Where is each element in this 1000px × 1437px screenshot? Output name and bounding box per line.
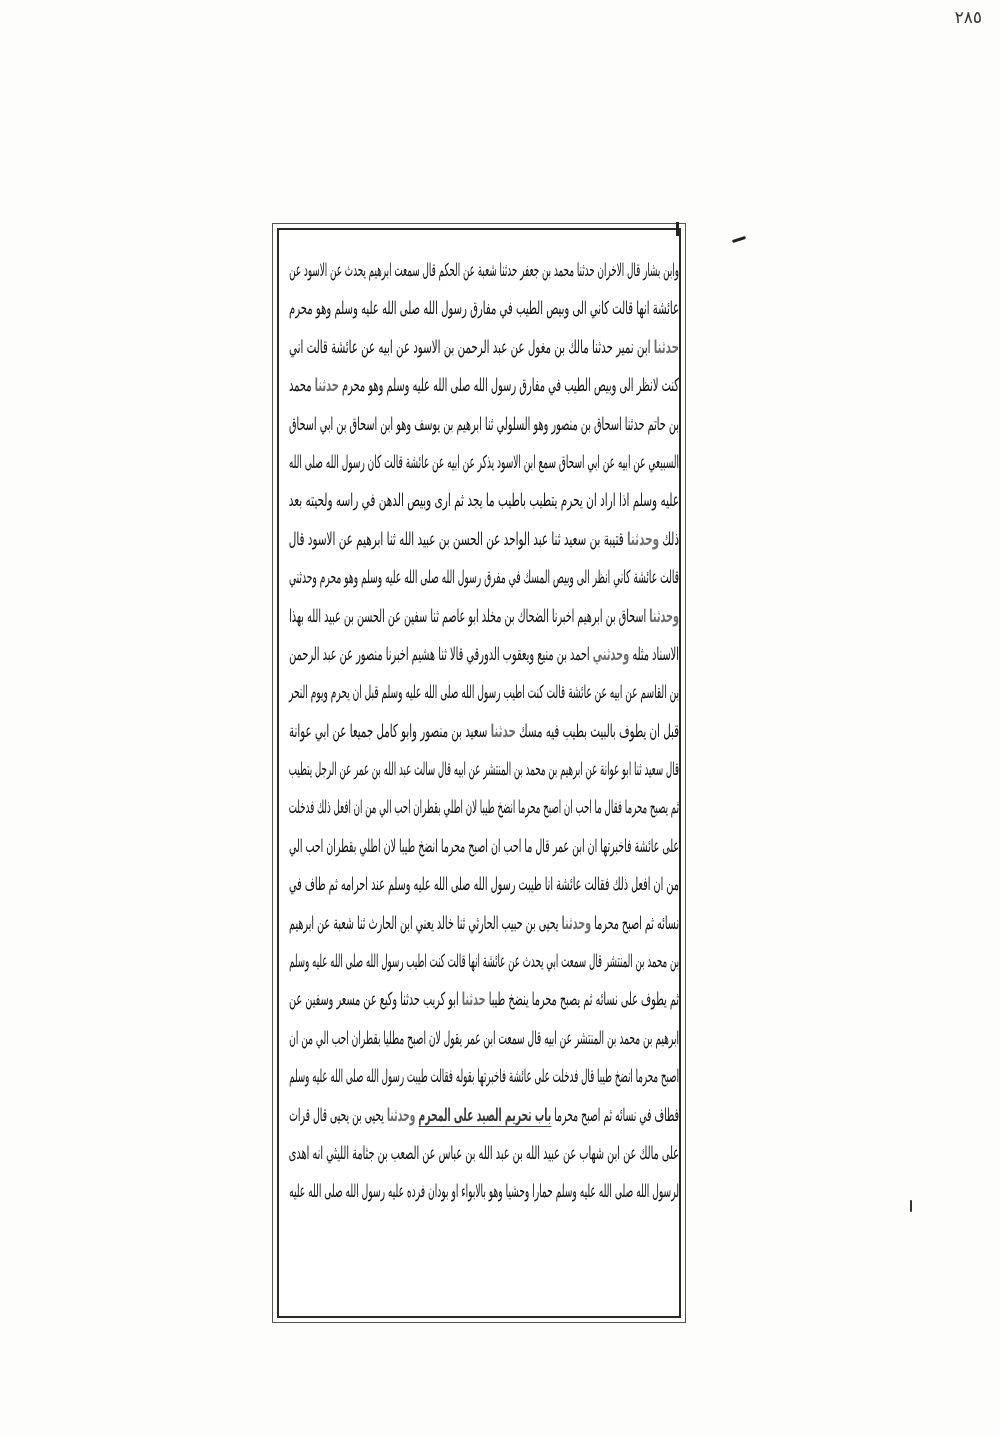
manuscript-text-block bbox=[289, 252, 679, 1212]
line-text: بن القاسم عن ابيه عن عائشة قالت كنت اطيب رسول الله صلى الله عليه وسلم قبل ان يحرم ويوم النحر bbox=[288, 682, 679, 704]
line-text: اصبح محرما انضخ طيبا قال فدخلت على عائشة فاخبرتها بقوله فقالت طيبت رسول الله صلى الله عليه وسلم bbox=[289, 1066, 679, 1088]
line-text: قال سعيد ثنا ابو عوانة عن ابرهيم بن محمد بن المنتشر عن ابيه قال سالت عبد الله بن عمر عن الرجل يتطيب bbox=[288, 759, 679, 781]
manuscript-line bbox=[289, 981, 679, 1019]
chapter-heading: باب تحريم الصيد على المحرم bbox=[418, 1104, 552, 1126]
rubric-word: حدثنا bbox=[461, 989, 486, 1011]
rubric-word: وحدثنا bbox=[649, 605, 679, 627]
page-number: ٢٨٥ bbox=[954, 8, 982, 28]
manuscript-line bbox=[288, 674, 679, 712]
line-text: فطاف في نسائه ثم اصبح محرما bbox=[551, 1104, 679, 1126]
rubric-word: وحدثني bbox=[592, 643, 630, 665]
line-text: عليه وسلم اذا اراد ان يحرم يتطيب باطيب ما يجد ثم ارى وبيص الدهن في راسه ولحيته بعد bbox=[288, 490, 679, 512]
line-text: الاسناد مثله bbox=[629, 643, 679, 665]
rubric-word: حدثنا bbox=[314, 375, 339, 397]
line-text: ذلك bbox=[659, 528, 679, 550]
rubric-word: وحدثنا bbox=[386, 1104, 416, 1126]
manuscript-line bbox=[288, 444, 679, 482]
line-text: ثم يطوف على نسائه ثم يصبح محرما ينضخ طيبا bbox=[485, 989, 679, 1011]
line-text: ابو كريب حدثنا وكيع عن مسعر وسفين عن bbox=[289, 989, 462, 1011]
line-text: لرسول الله صلى الله عليه وسلم حمارا وحشيا وهو بالابواء او بودان فرده عليه رسول الله صلى الله عليه bbox=[289, 1181, 679, 1203]
frame-corner-mark bbox=[676, 222, 679, 236]
line-text: ثم يصبح محرما فقال ما احب ان اصبح محرما انضخ طيبا لان اطلي بقطران احب الي من ان افعل ذلك فدخلت bbox=[288, 797, 679, 819]
line-text: من ان افعل ذلك فقالت عائشة انا طيبت رسول الله صلى الله عليه وسلم عند احرامه ثم طاف في bbox=[289, 874, 679, 896]
line-text: كنت لانظر الى وبيص الطيب في مفارق رسول الله صلى الله عليه وسلم وهو محرم bbox=[338, 375, 679, 397]
manuscript-line bbox=[289, 905, 679, 943]
manuscript-line bbox=[289, 598, 679, 636]
manuscript-line bbox=[288, 521, 679, 559]
manuscript-line bbox=[289, 1020, 679, 1058]
manuscript-line bbox=[288, 367, 679, 405]
manuscript-line bbox=[289, 1097, 679, 1135]
rubric-word: وحدثنا bbox=[561, 912, 592, 934]
line-text: سعيد بن منصور وابو كامل جميعا عن ابي عوانة bbox=[288, 720, 491, 742]
line-text: قبل ان يطوف بالبيت بطيب فيه مسك bbox=[515, 720, 679, 742]
rubric-word: حدثنا bbox=[653, 336, 679, 358]
line-text: قتيبة بن سعيد ثنا عبد الواحد عن الحسن بن عبيد الله ثنا ابرهيم عن الاسود قال bbox=[288, 528, 628, 550]
rubric-word: حدثنا bbox=[490, 720, 516, 742]
manuscript-line bbox=[289, 1173, 679, 1211]
line-text: يحيى بن حبيب الحارثي ثنا خالد يعني ابن الحارث ثنا شعبة عن ابرهيم bbox=[289, 912, 562, 934]
manuscript-line bbox=[288, 713, 679, 751]
line-text: عائشة انها قالت كاني الى وبيص الطيب في مفارق رسول الله صلى الله عليه وسلم وهو محرم bbox=[289, 298, 679, 320]
line-text: بن حاتم حدثنا اسحاق بن منصور وهو السلولي ثنا ابرهيم بن يوسف وهو ابن اسحاق بن ابي اسحاق bbox=[288, 413, 679, 435]
manuscript-line bbox=[289, 866, 679, 904]
line-text: ابرهيم بن محمد بن المنتشر عن ابيه قال سمعت ابن عمر يقول لان اصبح مطليا بقطران احب الي من ان bbox=[289, 1027, 679, 1049]
manuscript-line bbox=[289, 559, 679, 597]
line-text: ابن نمير حدثنا مالك بن مغول عن عبد الرحمن بن الاسود عن ابيه عن عائشة قالت اني bbox=[289, 336, 654, 358]
line-text: اسحاق بن ابرهيم اخبرنا الضحاك بن مخلد ابو عاصم ثنا سفين عن الحسن بن عبيد الله بهذا bbox=[289, 605, 650, 627]
manuscript-line bbox=[289, 636, 679, 674]
manuscript-line bbox=[288, 789, 679, 827]
line-text: احمد بن منيع ويعقوب الدورقي قالا ثنا هشيم اخبرنا منصور عن عبد الرحمن bbox=[289, 643, 593, 665]
line-text: على عائشة فاخبرتها ان ابن عمر قال ما احب ان اصبح محرما انضخ طيبا لان اطلي بقطران احب الي bbox=[289, 835, 679, 857]
manuscript-line bbox=[288, 406, 679, 444]
line-text: السبيعي عن ابيه عن ابي اسحاق سمع ابن الاسود يذكر عن ابيه عن عائشة قالت كان رسول الله صلى الله bbox=[288, 451, 679, 473]
rubric-word: وحدثنا bbox=[627, 528, 660, 550]
line-text: على مالك عن ابن شهاب عن عبيد الله بن عبد الله بن عباس عن الصعب بن جثامة الليثي انه اهدى bbox=[288, 1142, 679, 1164]
manuscript-line bbox=[288, 751, 679, 789]
manuscript-line bbox=[289, 828, 679, 866]
ink-mark bbox=[910, 1200, 912, 1212]
line-text: محمد bbox=[288, 375, 315, 397]
line-text: نسائه ثم اصبح محرما bbox=[591, 912, 679, 934]
line-text: قالت عائشة كاني انظر الى وبيص المسك في مفرق رسول الله صلى الله عليه وسلم وهو محرم وحدثني bbox=[289, 567, 679, 589]
manuscript-line bbox=[288, 1135, 679, 1173]
line-text: بن محمد بن المنتشر قال سمعت ابي يحدث عن عائشة انها قالت كنت اطيب رسول الله صلى الله عليه وسلم bbox=[289, 951, 679, 973]
manuscript-line bbox=[289, 329, 679, 367]
manuscript-line bbox=[289, 252, 679, 290]
line-text: وابن بشار قال الاخران حدثنا محمد بن جعفر حدثنا شعبة عن الحكم قال سمعت ابرهيم يحدث عن الاسود عن bbox=[289, 260, 679, 281]
manuscript-line bbox=[289, 290, 679, 328]
line-text: يحيى بن يحيى قال قرات bbox=[289, 1104, 387, 1126]
manuscript-line bbox=[288, 482, 679, 520]
manuscript-line bbox=[289, 1058, 679, 1096]
manuscript-line bbox=[289, 943, 679, 981]
